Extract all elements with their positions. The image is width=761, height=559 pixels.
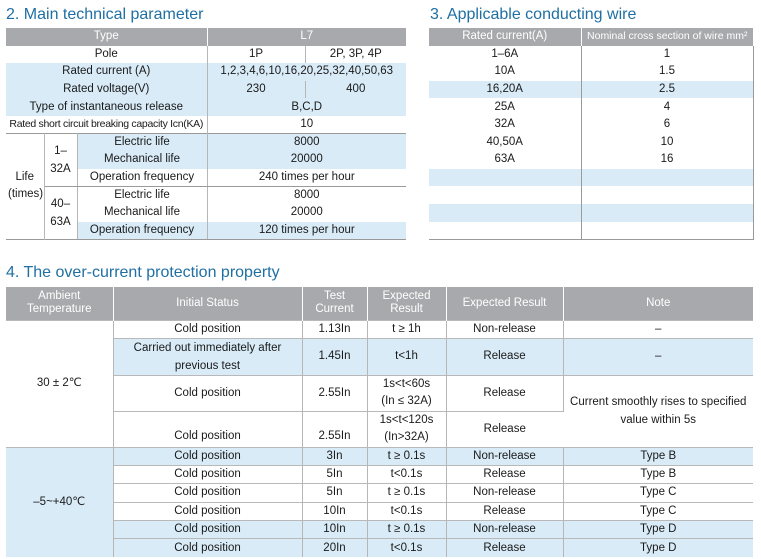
expected-time: t ≥ 0.1s [367, 521, 446, 539]
pole-value-1: 1P [207, 46, 305, 64]
ambient-header-line1: Ambient [38, 290, 81, 303]
wire-section: 6 [581, 116, 753, 134]
life-range-2 [44, 186, 77, 239]
expected-time-line2: (In>32A) [384, 431, 429, 443]
expected-time [367, 411, 446, 447]
test-current: 10In [302, 502, 367, 520]
note: Type D [563, 521, 753, 539]
over-current-table [6, 287, 753, 557]
expected-result: Release [446, 502, 563, 520]
section4-title: 4. The over-current protection property [6, 264, 280, 281]
test-current: 3In [302, 447, 367, 465]
expected-time-line2: (In ≤ 32A) [381, 395, 432, 407]
wire-current [429, 186, 581, 204]
note: – [563, 338, 753, 375]
expected-time: t ≥ 1h [367, 320, 446, 338]
test-current: 5In [302, 484, 367, 502]
release-type-label: Type of instantaneous release [6, 98, 207, 116]
expected-result: Release [446, 465, 563, 483]
pole-value-2: 2P, 3P, 4P [329, 47, 382, 60]
wire-section [581, 222, 753, 240]
test-current: 1.13In [302, 320, 367, 338]
wire-current: 40,50A [429, 134, 581, 152]
section3-title: 3. Applicable conducting wire [430, 6, 637, 23]
note: Type B [563, 465, 753, 483]
expected-time: t<0.1s [367, 465, 446, 483]
wire-current [429, 169, 581, 187]
wire-section: 1 [581, 46, 753, 64]
wire-section: 16 [581, 151, 753, 169]
conducting-wire-table [429, 28, 754, 240]
expected-time-line1: 1s<t<60s [382, 378, 431, 390]
pole-row [6, 46, 406, 64]
wire-current [429, 204, 581, 222]
ambient-header [6, 287, 113, 320]
note: Type B [563, 447, 753, 465]
wire-row [429, 169, 753, 187]
life-row-label: Mechanical life [77, 151, 207, 169]
wire-row [429, 186, 753, 204]
wire-section [581, 186, 753, 204]
wire-current: 10A [429, 63, 581, 81]
test-current: 10In [302, 521, 367, 539]
protection-row [6, 338, 753, 375]
initial-status: Cold position [113, 521, 302, 539]
expected-result: Non-release [446, 320, 563, 338]
protection-row [6, 320, 753, 338]
test-current: 5In [302, 465, 367, 483]
initial-status: Cold position [113, 320, 302, 338]
rated-voltage-value-2: 400 [305, 81, 406, 99]
life-range-1-line2: 32A [50, 162, 71, 175]
wire-row [429, 116, 753, 134]
life-range-1 [44, 134, 77, 187]
expected-result: Non-release [446, 484, 563, 502]
life-row-value: 240 times per hour [207, 169, 406, 187]
note: Type C [563, 502, 753, 520]
note-shared: Current smoothly rises to specified value within 5s [563, 375, 753, 447]
rated-voltage-value-1: 230 [207, 81, 305, 99]
wire-section [581, 169, 753, 187]
wire-current [429, 222, 581, 240]
initial-status: Cold position [113, 447, 302, 465]
life-row-label: Electric life [77, 134, 207, 152]
protection-row [6, 465, 753, 483]
note-header: Note [563, 287, 753, 320]
expected-result: Release [446, 375, 563, 411]
main-parameter-table [6, 28, 406, 240]
life-row-label: Mechanical life [77, 204, 207, 222]
expected-result: Release [446, 338, 563, 375]
life-row-label: Operation frequency [77, 222, 207, 240]
release-type-row [6, 98, 406, 116]
type-header: Type [6, 28, 207, 46]
test-current-header-line2: Current [315, 303, 354, 316]
expected-time-header [367, 287, 446, 320]
initial-status: Cold position [113, 375, 302, 411]
test-current: 2.55In [302, 411, 367, 447]
life-row-value: 8000 [293, 188, 320, 201]
protection-row [6, 521, 753, 539]
expected-time-line1: 1s<t<120s [379, 414, 434, 426]
release-type-value: B,C,D [207, 98, 406, 116]
breaking-capacity-row [6, 116, 406, 134]
test-current: 2.55In [302, 375, 367, 411]
wire-row [429, 81, 753, 99]
wire-current: 25A [429, 98, 581, 116]
initial-status-header: Initial Status [113, 287, 302, 320]
test-current: 1.45In [302, 338, 367, 375]
pole-label: Pole [6, 46, 207, 64]
type-header-row [6, 28, 406, 46]
initial-status: Carried out immediately after previous test [113, 338, 302, 375]
protection-row [6, 375, 753, 411]
protection-row [6, 502, 753, 520]
breaking-capacity-value: 10 [300, 118, 314, 131]
test-current: 20In [302, 539, 367, 557]
life-row-label: Operation frequency [77, 169, 207, 187]
expected-result: Non-release [446, 521, 563, 539]
life-range-2-line1: 40– [50, 197, 71, 210]
wire-current: 32A [429, 116, 581, 134]
model-header: L7 [207, 28, 406, 46]
wire-section [581, 204, 753, 222]
life-row [6, 134, 406, 152]
breaking-capacity-label: Rated short circuit breaking capacity Icn(KA) [6, 116, 207, 134]
rated-current-value: 1,2,3,4,6,10,16,20,25,32,40,50,63 [207, 63, 406, 81]
rated-voltage-label: Rated voltage(V) [6, 81, 207, 99]
expected-time: t ≥ 0.1s [367, 447, 446, 465]
wire-current: 63A [429, 151, 581, 169]
life-range-1-line1: 1– [54, 144, 67, 157]
wire-row [429, 46, 753, 64]
expected-time: t ≥ 0.1s [367, 484, 446, 502]
wire-current: 1–6A [429, 46, 581, 64]
wire-header-row [429, 28, 753, 46]
life-row-value: 120 times per hour [207, 222, 406, 240]
rated-current-header: Rated current(A) [429, 28, 581, 46]
protection-row [6, 484, 753, 502]
life-row-value: 20000 [207, 151, 406, 169]
ambient-header-line2: Temperature [26, 303, 92, 316]
wire-row [429, 98, 753, 116]
initial-status: Cold position [113, 465, 302, 483]
section2-title: 2. Main technical parameter [6, 6, 204, 23]
expected-time [367, 375, 446, 411]
life-row-value: 8000 [207, 134, 406, 152]
wire-section: 2.5 [581, 81, 753, 99]
expected-time-header-line2: Result [390, 303, 423, 316]
expected-time: t<0.1s [367, 539, 446, 557]
wire-row [429, 222, 753, 240]
life-row-label: Electric life [77, 186, 207, 204]
protection-row [6, 447, 753, 465]
ambient-temp-2: –5~+40℃ [6, 447, 113, 557]
expected-time: t<1h [367, 338, 446, 375]
initial-status: Cold position [113, 539, 302, 557]
life-label [6, 134, 44, 240]
wire-section: 1.5 [581, 63, 753, 81]
rated-current-row [6, 63, 406, 81]
protection-row [6, 539, 753, 557]
initial-status: Cold position [113, 502, 302, 520]
rated-current-label: Rated current (A) [6, 63, 207, 81]
rated-voltage-row [6, 81, 406, 99]
wire-row [429, 63, 753, 81]
wire-section: 4 [581, 98, 753, 116]
expected-time: t<0.1s [367, 502, 446, 520]
life-row-value: 20000 [290, 206, 323, 219]
wire-current: 16,20A [429, 81, 581, 99]
expected-result-header: Expected Result [446, 287, 563, 320]
life-range-2-line2: 63A [50, 215, 71, 228]
note: Type D [563, 539, 753, 557]
over-current-header-row [6, 287, 753, 320]
wire-row [429, 134, 753, 152]
wire-section: 10 [581, 134, 753, 152]
test-current-header [302, 287, 367, 320]
life-row [6, 186, 406, 204]
expected-result: Non-release [446, 447, 563, 465]
ambient-temp-1: 30 ± 2℃ [6, 320, 113, 447]
initial-status: Cold position [113, 411, 302, 447]
life-label-line1: Life [15, 171, 35, 184]
expected-result: Release [446, 411, 563, 447]
initial-status: Cold position [113, 484, 302, 502]
expected-result: Release [446, 539, 563, 557]
cross-section-header: Nominal cross section of wire mm² [581, 28, 753, 46]
note: Type C [563, 484, 753, 502]
test-current-header-line1: Test [323, 290, 346, 303]
life-label-line2: (times) [8, 188, 44, 201]
note: – [563, 320, 753, 338]
expected-time-header-line1: Expected [382, 290, 431, 303]
wire-row [429, 151, 753, 169]
wire-row [429, 204, 753, 222]
